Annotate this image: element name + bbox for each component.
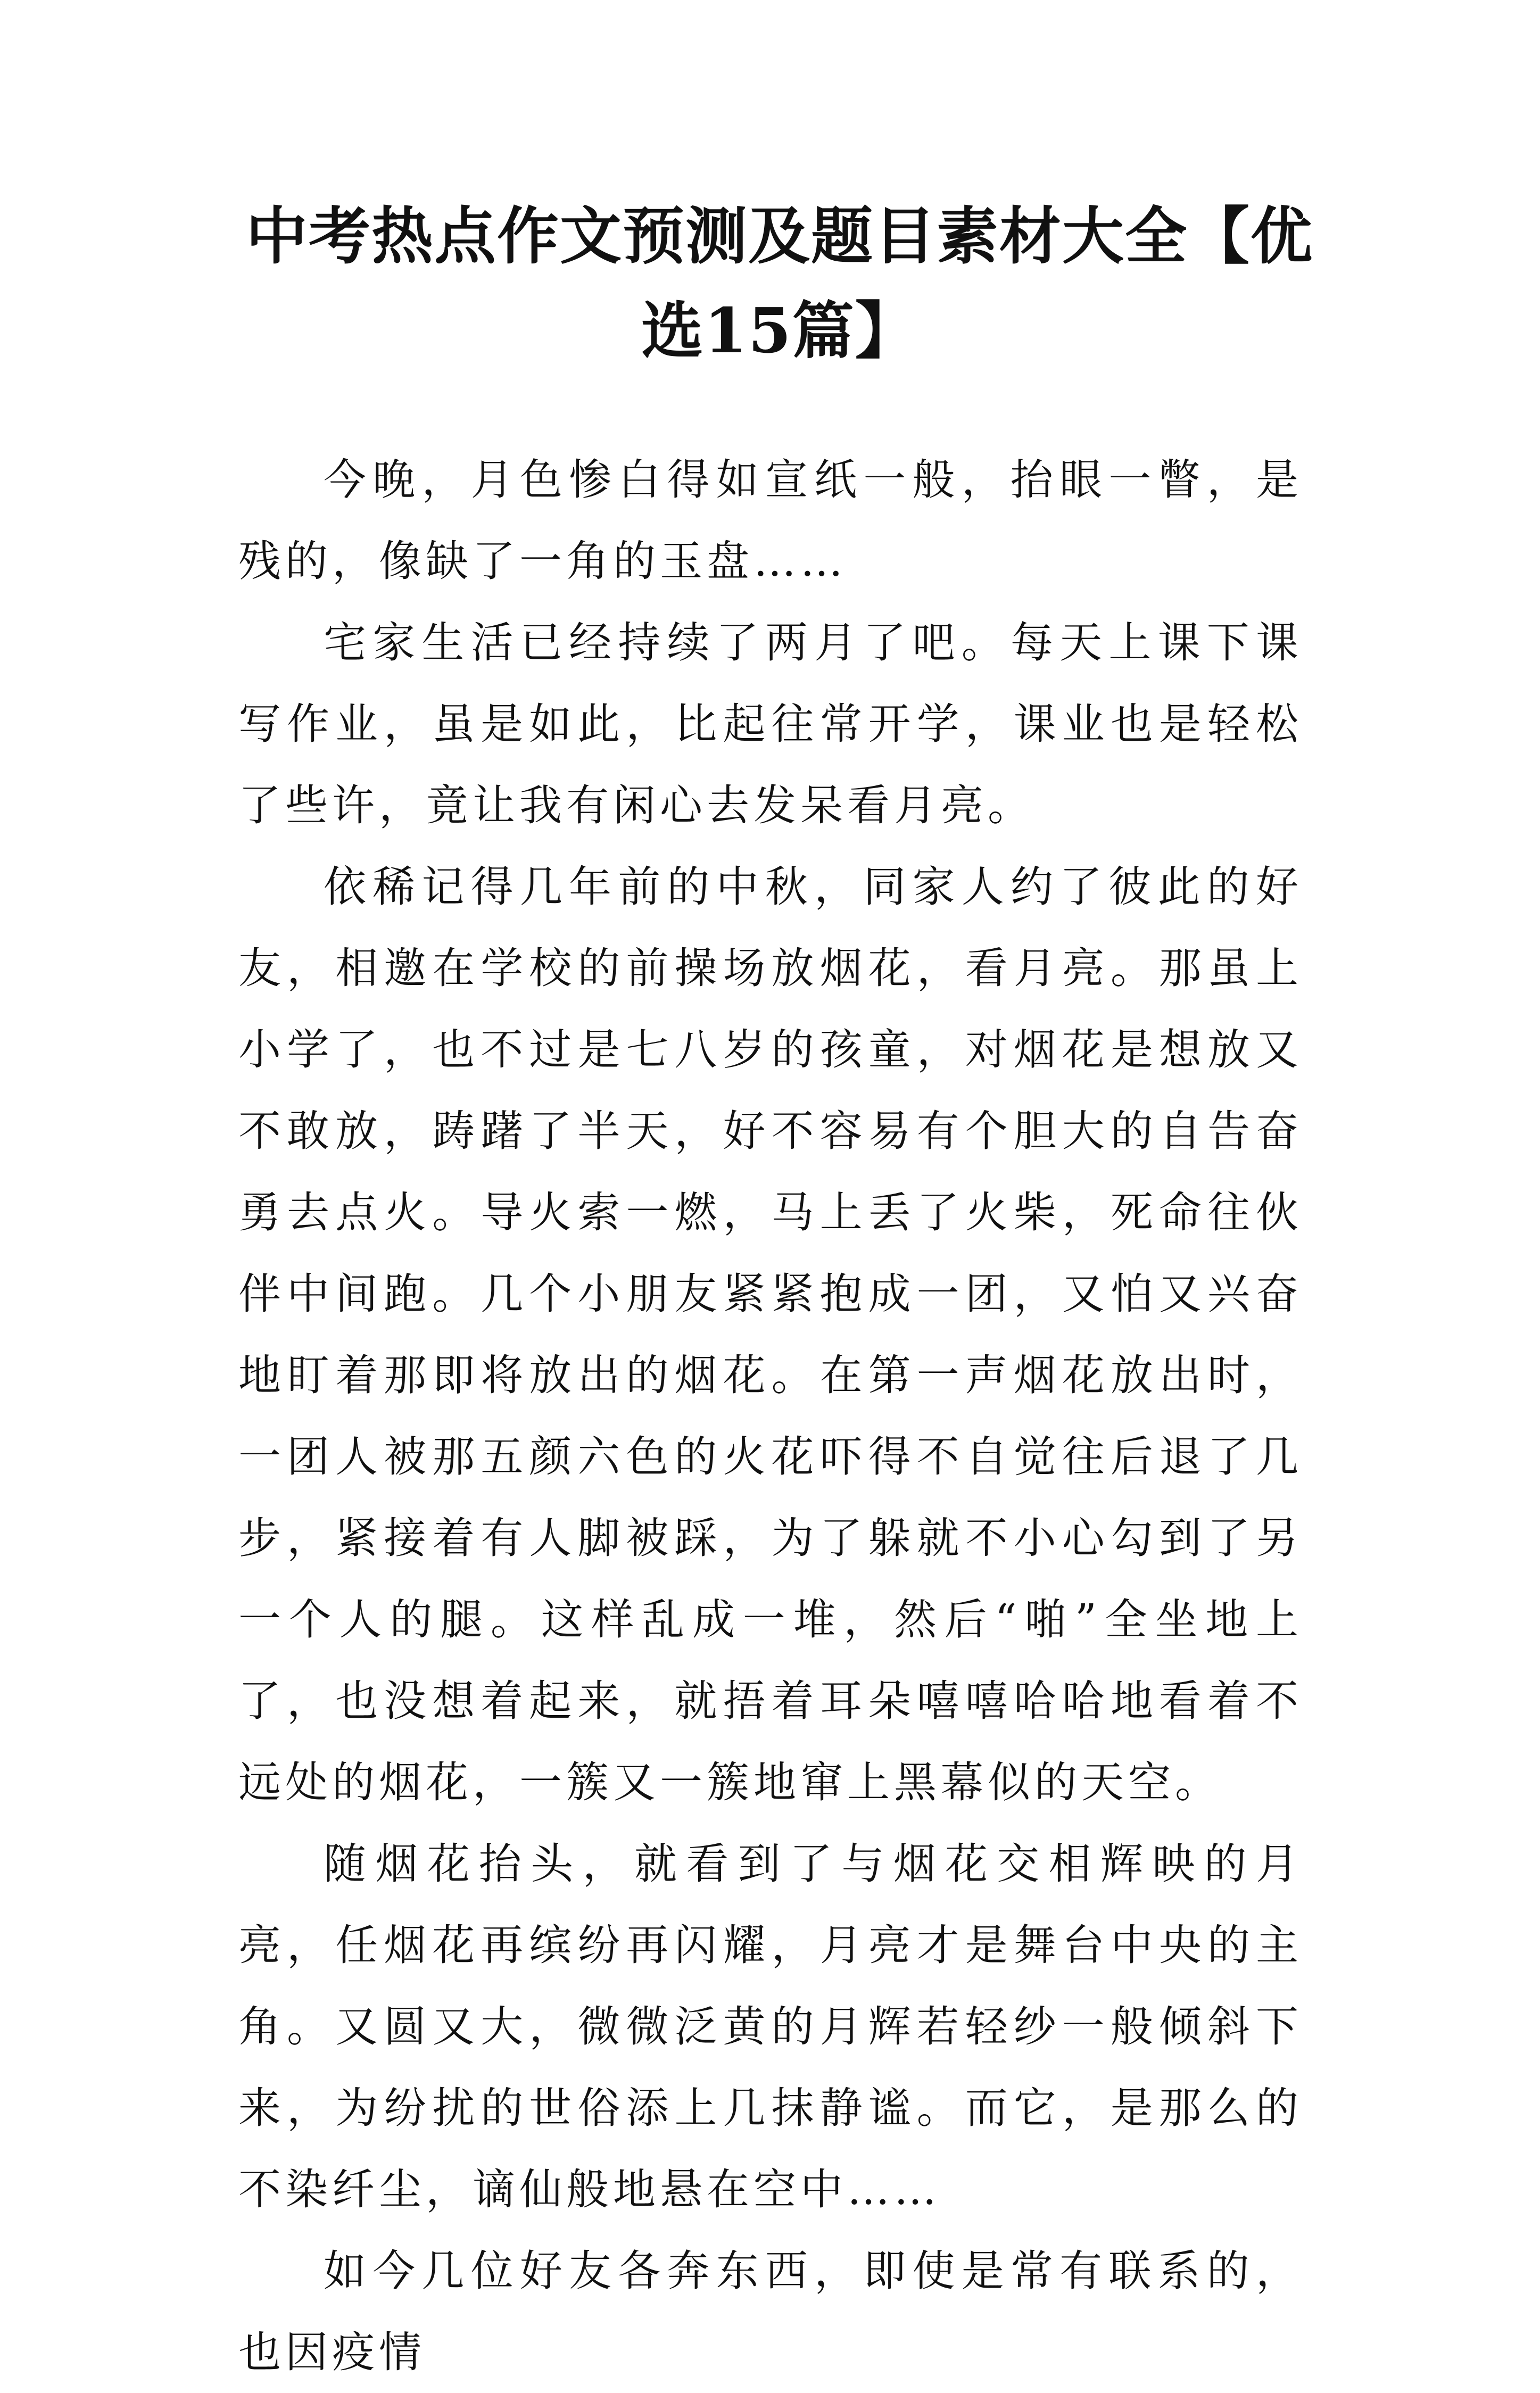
- paragraph-2: 宅家生活已经持续了两月了吧。每天上课下课写作业，虽是如此，比起往常开学，课业也是轻松了些许，竟让我有闲心去发呆看月亮。: [238, 618, 1303, 830]
- paragraph-4: 随烟花抬头，就看到了与烟花交相辉映的月亮，任烟花再缤纷再闪耀，月亮才是舞台中央的主角。又圆又大，微微泛黄的月辉若轻纱一般倾斜下来，为纷扰的世俗添上几抹静谧。而它，是那么的不染纤尘，谪仙般地悬在空中……: [238, 1839, 1303, 2214]
- paragraph-3: 依稀记得几年前的中秋，同家人约了彼此的好友，相邀在学校的前操场放烟花，看月亮。那虽上小学了，也不过是七八岁的孩童，对烟花是想放又不敢放，踌躇了半天，好不容易有个胆大的自告奋勇去点火。导火索一燃，马上丢了火柴，死命往伙伴中间跑。几个小朋友紧紧抱成一团，又怕又兴奋地盯着那即将放出的烟花。在第一声烟花放出时，一团人被那五颜六色的火花吓得不自觉往后退了几步，紧接着有人脚被踩，为了躲就不小心勾到了另一个人的腿。这样乱成一堆，然后“啪”全坐地上了，也没想着起来，就捂着耳朵嘻嘻哈哈地看着不远处的烟花，一簇又一簇地窜上黑幕似的天空。: [238, 862, 1303, 1807]
- paragraph-5: 如今几位好友各奔东西，即使是常有联系的，也因疫情: [238, 2246, 1303, 2377]
- paragraph-1: 今晚，月色惨白得如宣纸一般，抬眼一瞥，是残的，像缺了一角的玉盘……: [238, 455, 1303, 586]
- document-title: 中考热点作文预测及题目素材大全【优选15篇】: [246, 200, 1313, 367]
- document-body: [238, 439, 1303, 2393]
